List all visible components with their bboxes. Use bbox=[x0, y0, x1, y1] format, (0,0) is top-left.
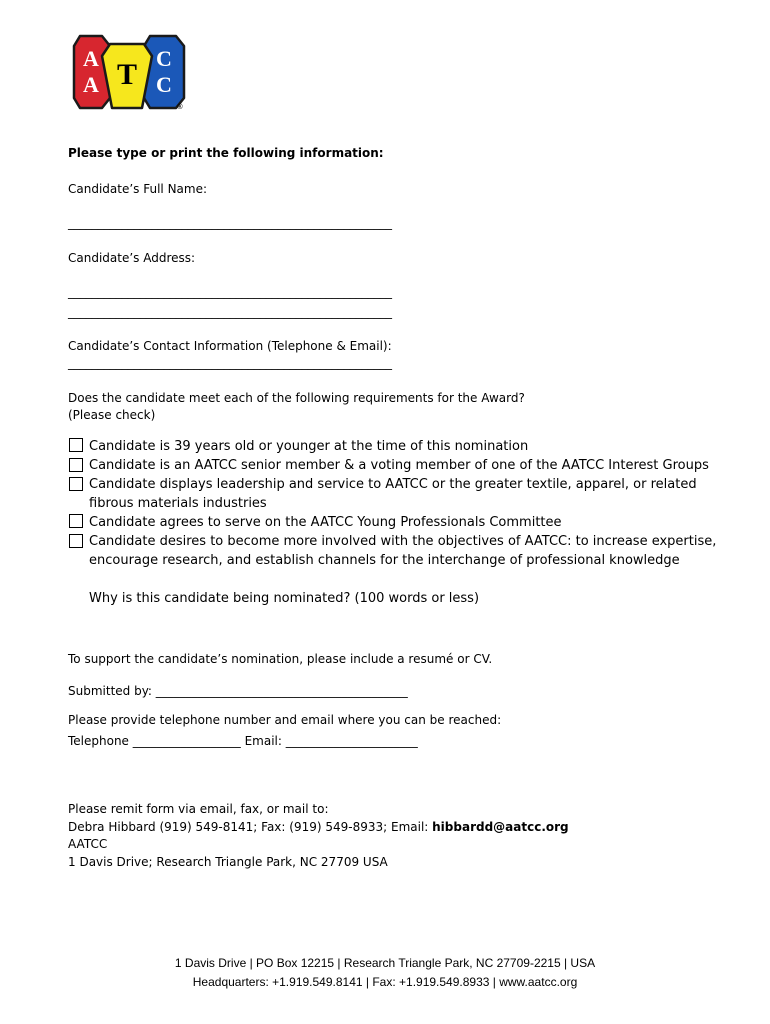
submitted-by-field[interactable]: Submitted by: __________________________________________ bbox=[68, 684, 408, 698]
requirement-label-committee: Candidate agrees to serve on the AATCC Young Professionals Committee bbox=[89, 515, 562, 530]
requirement-checkbox-leadership[interactable] bbox=[69, 477, 83, 491]
footer-contact: Headquarters: +1.919.549.8141 | Fax: +1.919.549.8933 | www.aatcc.org bbox=[192, 975, 578, 989]
requirement-checkbox-committee[interactable] bbox=[69, 514, 83, 528]
org-name: AATCC bbox=[68, 837, 108, 851]
logo-letter-t: T bbox=[116, 58, 138, 91]
contact-email-link[interactable]: hibbardd@aatcc.org bbox=[432, 820, 569, 834]
contact-info-line[interactable]: ______________________________________________________ bbox=[68, 356, 392, 370]
logo-letter-c-top: C bbox=[156, 46, 172, 71]
remit-label: Please remit form via email, fax, or mail to: bbox=[68, 802, 329, 816]
requirement-label-age: Candidate is 39 years old or younger at the time of this nomination bbox=[89, 439, 529, 454]
org-address: 1 Davis Drive; Research Triangle Park, NC 27709 USA bbox=[68, 855, 388, 869]
support-text: To support the candidate’s nomination, please include a resumé or CV. bbox=[68, 652, 493, 666]
logo-letter-c-bottom: C bbox=[156, 72, 172, 97]
reach-text: Please provide telephone number and email where you can be reached: bbox=[68, 713, 502, 727]
requirement-label-involvement: Candidate desires to become more involved with the objectives of AATCC: to increase expertise, bbox=[89, 534, 717, 549]
contact-line bbox=[68, 820, 569, 834]
logo-letter-a-bottom: A bbox=[83, 72, 99, 97]
why-nominated-question: Why is this candidate being nominated? (100 words or less) bbox=[89, 591, 480, 606]
requirement-label-leadership-cont: fibrous materials industries bbox=[89, 496, 267, 511]
address-line-2[interactable]: ______________________________________________________ bbox=[68, 305, 392, 319]
footer-address: 1 Davis Drive | PO Box 12215 | Research Triangle Park, NC 27709-2215 | USA bbox=[174, 956, 596, 970]
requirement-label-membership: Candidate is an AATCC senior member & a voting member of one of the AATCC Interest Groups bbox=[89, 458, 709, 473]
requirements-question: Does the candidate meet each of the following requirements for the Award? bbox=[68, 391, 525, 405]
full-name-label: Candidate’s Full Name: bbox=[68, 182, 208, 196]
requirement-checkbox-membership[interactable] bbox=[69, 458, 83, 472]
aatcc-logo bbox=[72, 34, 188, 110]
address-label: Candidate’s Address: bbox=[68, 251, 196, 265]
logo-registered-mark: ® bbox=[176, 103, 184, 110]
telephone-email-fields[interactable]: Telephone __________________ Email: ______________________ bbox=[68, 734, 418, 748]
contact-info-label: Candidate’s Contact Information (Telephone & Email): bbox=[68, 339, 392, 353]
requirement-label-involvement-cont: encourage research, and establish channels for the interchange of professional knowledge bbox=[89, 553, 680, 568]
requirements-note: (Please check) bbox=[68, 408, 156, 422]
requirement-checkbox-involvement[interactable] bbox=[69, 534, 83, 548]
requirement-checkbox-age[interactable] bbox=[69, 438, 83, 452]
address-line-1[interactable]: ______________________________________________________ bbox=[68, 285, 392, 299]
logo-letter-a-top: A bbox=[83, 46, 99, 71]
full-name-line[interactable]: ______________________________________________________ bbox=[68, 216, 392, 230]
requirement-label-leadership: Candidate displays leadership and service to AATCC or the greater textile, apparel, or related bbox=[89, 477, 697, 492]
contact-line-text: Debra Hibbard (919) 549-8141; Fax: (919) 549-8933; Email: bbox=[68, 820, 433, 834]
form-intro: Please type or print the following information: bbox=[68, 146, 384, 160]
